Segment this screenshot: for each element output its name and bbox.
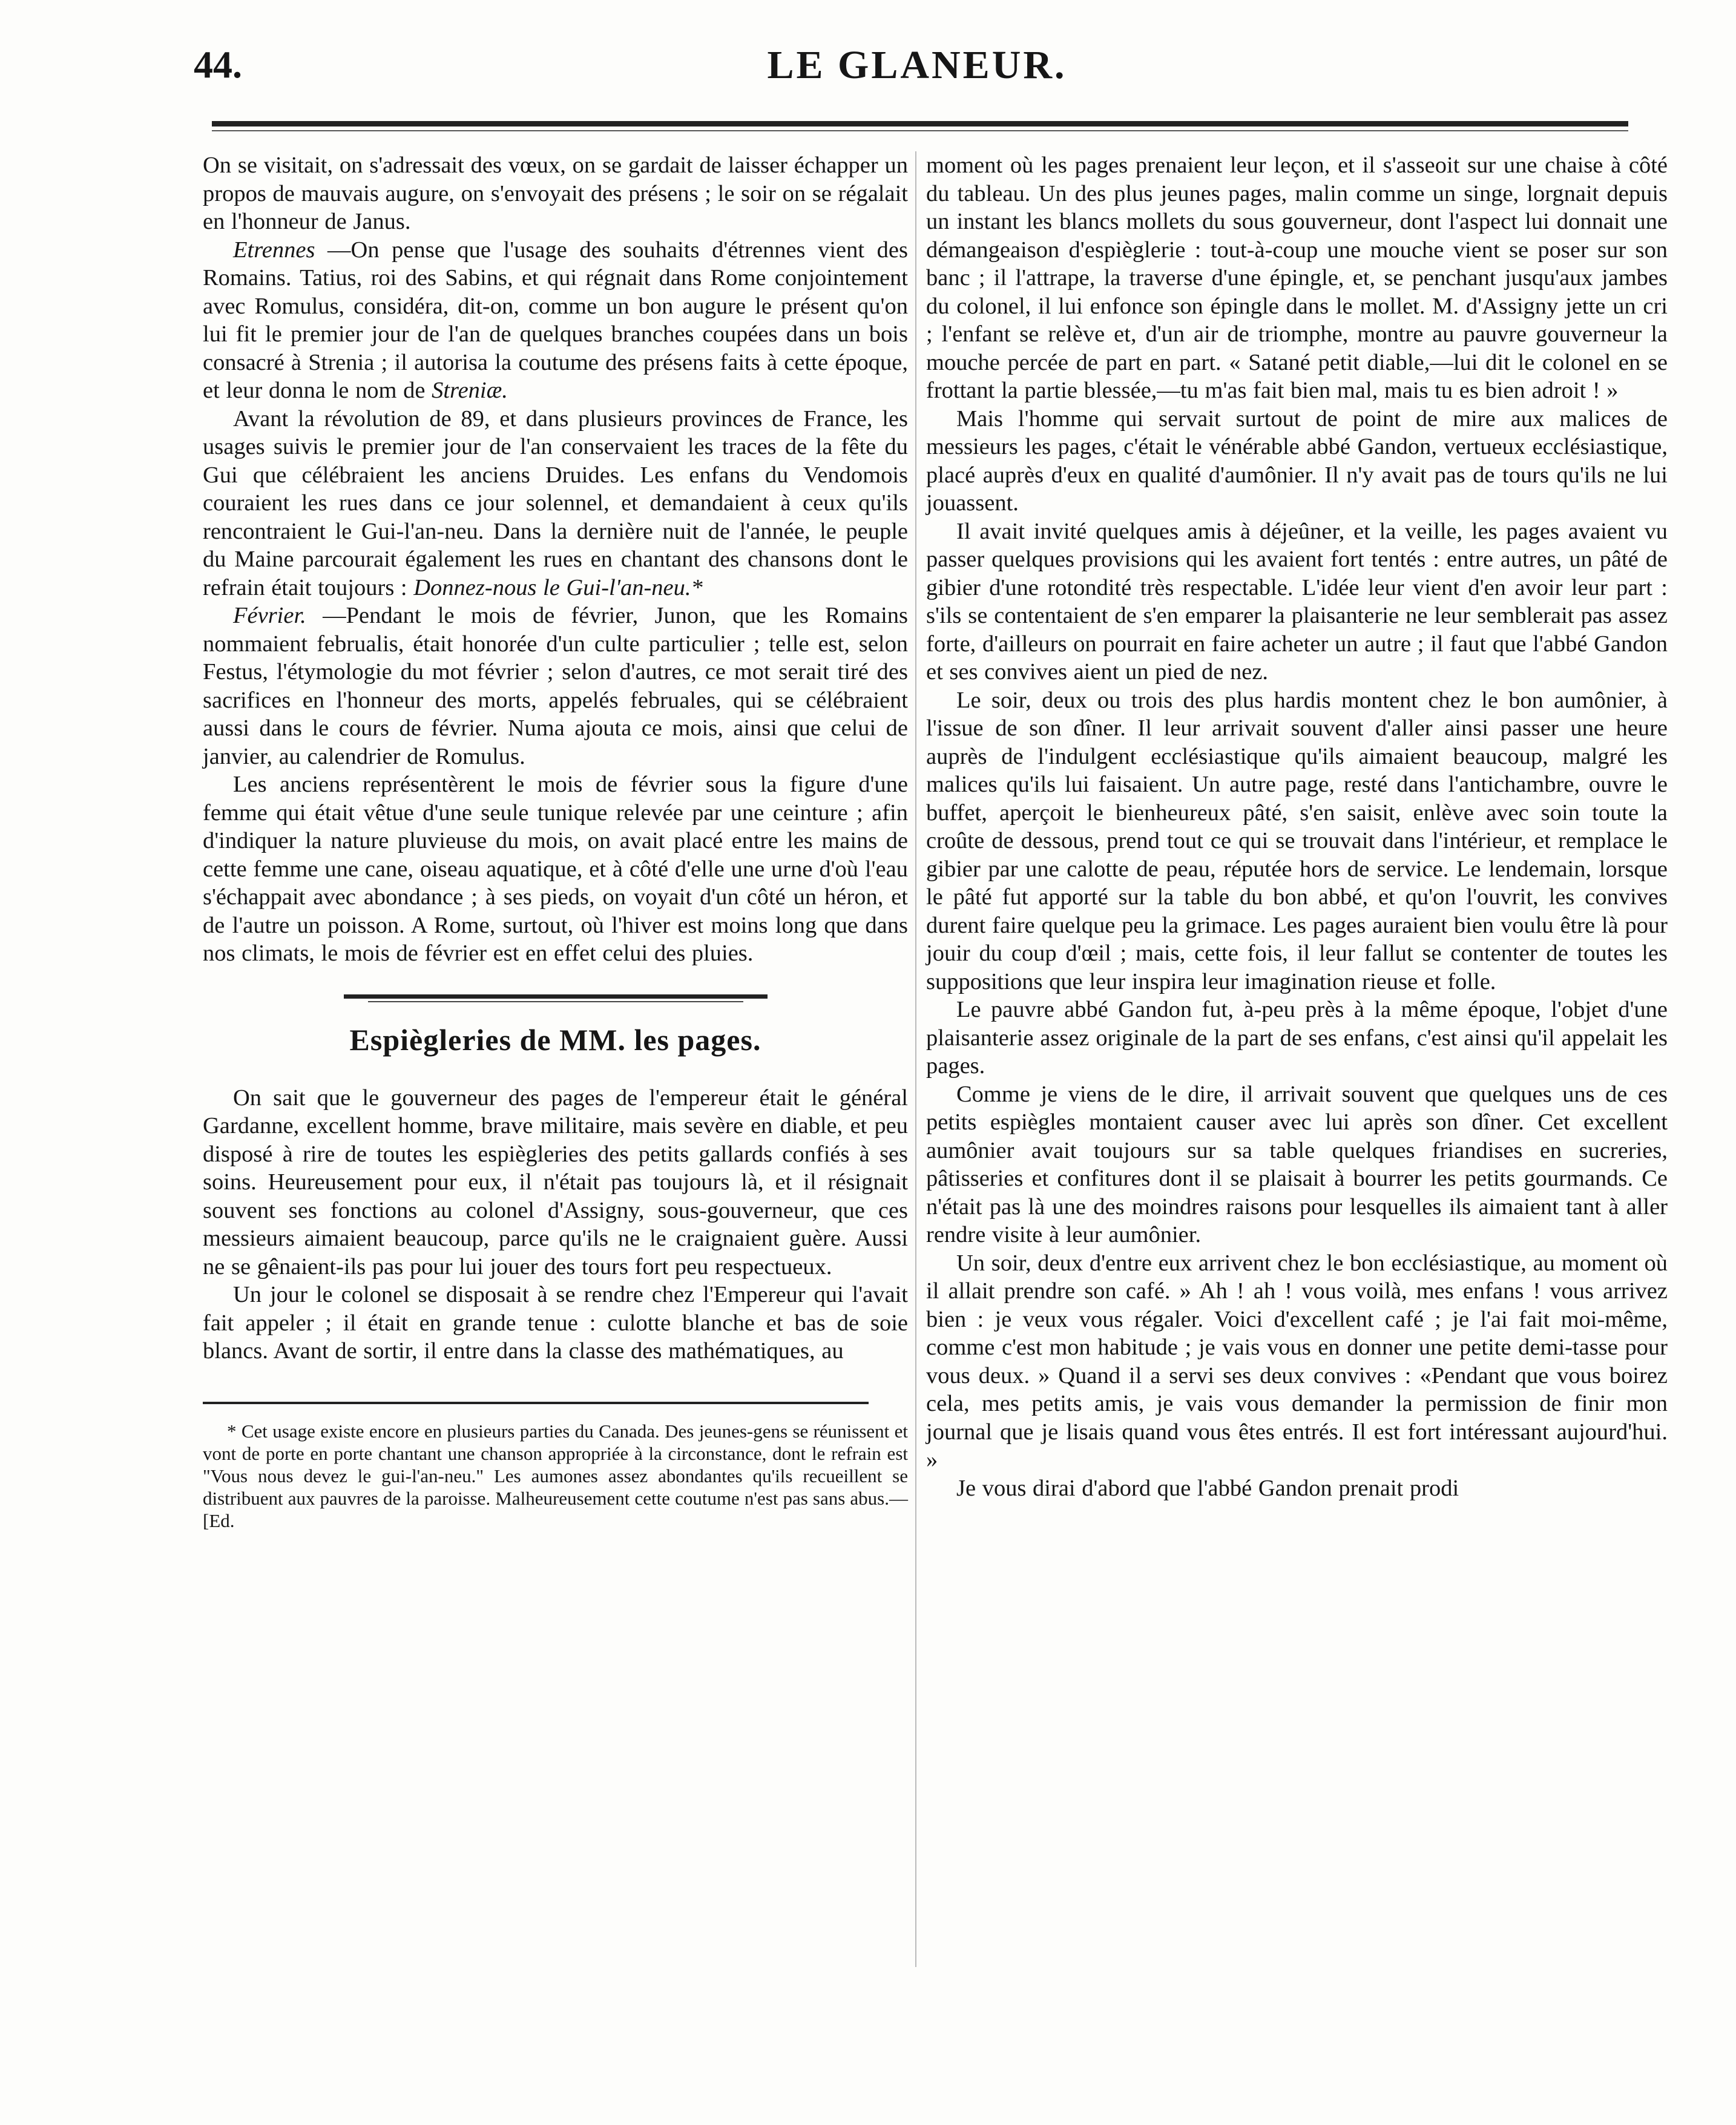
paragraph-text: Un soir, deux d'entre eux arrivent chez le bon ecclésiastique, au moment où il allait prendre son café. » Ah ! ah ! vous voilà, mes enfans ! vous arrivez bien : je veux vous régaler. Voici d'excellent café ; je l'ai fait moi-même, comme c'est mon habitude ; je vais vous en donner une petite demi-tasse pour vous deux. » Quand il a servi ses deux convives : «Pendant que vous boirez cela, mes petits amis, je vais vous demander la permission de finir mon journal que je lisais quand vous êtes entrés. Il est fort intéressant aujourd'hui. » (926, 1250, 1668, 1473)
paragraph (926, 1080, 1668, 1249)
paragraph-text: —Pendant le mois de février, Junon, que les Romains nommaient februalis, était honorée d'un culte particulier ; telle est, selon Festus, l'étymologie du mot février ; selon d'autres, ce mot serait tiré des sacrifices en l'honneur des morts, appelés februales, qui se célébraient aussi dans le cours de février. Numa ajouta ce mois, ainsi que celui de janvier, au calendrier de Romulus. (203, 603, 909, 769)
paragraph-text: Mais l'homme qui servait surtout de point de mire aux malices de messieurs les pages, c'était le vénérable abbé Gandon, vertueux ecclésiastique, placé auprès d'eux en qualité d'aumônier. Il n'y avait pas de tours qu'ils ne lui jouassent. (926, 406, 1668, 516)
paragraph (926, 1249, 1668, 1474)
paragraph (926, 996, 1668, 1080)
paragraph-text: Comme je viens de le dire, il arrivait souvent que quelques uns de ces petits espiègles montaient causer avec lui après son dîner. Cet excellent aumônier avait toujours sur sa table quelques friandises en sucreries, pâtisseries et confitures dont il se plaisait à bourrer les petits gourmands. Ce n'était pas là une des moindres raisons pour lesquelles ils aimaient tant à aller rendre visite à leur aumônier. (926, 1081, 1668, 1247)
section-title: Espiègleries de MM. les pages. (349, 1022, 761, 1057)
paragraph (926, 517, 1668, 686)
paragraph (203, 770, 908, 968)
paragraph (926, 405, 1668, 517)
paragraph-text: On se visitait, on s'adressait des vœux, on se gardait de laisser échapper un propos de mauvais augure, on s'envoyait des présens ; le soir on se régalait en l'honneur de Janus. (203, 153, 908, 234)
paragraph (203, 1281, 908, 1365)
left-column (203, 151, 908, 1532)
page-header (194, 42, 1640, 97)
paragraph (926, 1474, 1668, 1503)
paragraph-text: moment où les pages prenaient leur leçon, et il s'asseoit sur une chaise à côté du tableau. Un des plus jeunes pages, malin comme un singe, lorgnait depuis un instant les blancs mollets du sous gouverneur, dont l'aspect lui donnait une démangeaison d'espièglerie : tout-à-coup une mouche vient se poser sur son banc ; il l'attrape, la traverse d'une épingle, et, se penchant jusqu'aux jambes du colonel, il lui enfonce son épingle dans le mollet. M. d'Assigny jette un cri ; l'enfant se relève et, d'un air de triomphe, montre au pauvre gouverneur la mouche percée de part en part. « Satané petit diable,—lui dit le colonel en se frottant la partie blessée,—tu m'as fait bien mal, mais tu es bien adroit ! » (926, 153, 1668, 403)
column-divider (915, 151, 916, 1967)
paragraph-tail: Streniæ. (432, 378, 508, 403)
paragraph (926, 151, 1668, 405)
paragraph-text: Il avait invité quelques amis à déjeûner, et la veille, les pages avaient vu passer quelques provisions qui les avaient fort tentés : entre autres, un pâté de gibier d'une rotondité très respectable. L'idée leur vient d'en avoir leur part : s'ils se contentaient de s'en emparer la plaisanterie ne leur semblerait pas assez forte, d'ailleurs on pourrait en faire acheter un autre ; il faut que l'abbé Gandon et ses convives aient un pied de nez. (926, 518, 1668, 685)
paragraph-tail: Donnez-nous le Gui-l'an-neu.* (413, 574, 703, 600)
footnote: * Cet usage existe encore en plusieurs parties du Canada. Des jeunes-gens se réunissent et vont de porte en porte chantant une chanson appropriée à la circonstance, dont le refrain est "Vous nous devez le gui-l'an-neu." Les aumones assez abondantes qu'ils recueillent se distribuent aux pauvres de la paroisse. Malheureusement cette coutume n'est pas sans abus.—[Ed. (203, 1420, 908, 1531)
paragraph-text: Le soir, deux ou trois des plus hardis montent chez le bon aumônier, à l'issue de son dîner. Il leur arrivait souvent d'aller ainsi passer une heure auprès de l'indulgent ecclésiastique qu'ils aimaient beaucoup, malgré les malices qu'ils lui faisaient. Un autre page, resté dans l'antichambre, ouvre le buffet, aperçoit le bienheureux pâté, s'en saisit, enlève avec soin toute la croûte de dessous, prend tout ce qui se trouvait dans l'intérieur, et remplace le gibier par une calotte de peau, réputée hors de service. Le lendemain, lorsque le pâté fut apporté sur la table du bon abbé, et qu'on l'ouvrit, les convives durent faire quelque peu la grimace. Les pages auraient bien voulu être là pour jouir du coup d'œil ; mais, cette fois, il leur fallut se contenter de toutes les suppositions que leur inspira leur imagination rieuse et folle. (926, 687, 1668, 994)
paragraph (203, 1084, 908, 1281)
paragraph-text: Les anciens représentèrent le mois de février sous la figure d'une femme qui était vêtue d'une seule tunique relevée par une ceinture ; afin d'indiquer la nature pluvieuse du mois, on avait placé entre les mains de cette femme une cane, oiseau aquatique, et à côté d'elle une urne d'où l'eau s'échappait avec abondance ; à ses pieds, on voyait d'un côté un héron, et de l'autre un poisson. A Rome, surtout, où l'hiver est moins long que dans nos climats, le mois de février est en effet celui des pluies. (203, 772, 908, 966)
paragraph-text: —On pense que l'usage des souhaits d'étrennes vient des Romains. Tatius, roi des Sabins, et qui régnait dans Rome conjointement avec Romulus, considéra, dit-on, comme un bon augure le présent qu'on lui fit le premier jour de l'an de quelques branches coupées dans un bois consacré à Strenia ; il autorisa la coutume des présens faits à cette époque, et leur donna le nom de (203, 237, 908, 403)
paragraph (203, 405, 908, 602)
paragraph-etrennes (203, 236, 908, 405)
header-rule-thin (212, 130, 1628, 131)
paragraph-text: On sait que le gouverneur des pages de l'empereur était le général Gardanne, excellent homme, brave militaire, mais sevère en diable, et peu disposé à rire de toutes les espiègleries des petits gallards confiés à ses soins. Heureusement pour eux, il n'était pas toujours là, et il résignait souvent ses fonctions au colonel d'Assigny, sous-gouverneur, que ces messieurs aimaient beaucoup, parce qu'ils ne le craignaient guère. Aussi ne se gênaient-ils pas pour lui jouer des tours fort peu respectueux. (203, 1085, 908, 1279)
paragraph-lead: Etrennes (233, 237, 315, 263)
page-number: 44. (194, 43, 242, 86)
paragraph-text: Le pauvre abbé Gandon fut, à-peu près à la même époque, l'objet d'une plaisanterie assez originale de la part de ses enfans, c'est ainsi qu'il appelait les pages. (926, 997, 1668, 1079)
paragraph (926, 686, 1668, 996)
right-column (926, 151, 1668, 1502)
paragraph (203, 151, 908, 236)
section-divider (344, 994, 768, 1002)
paragraph-text: Un jour le colonel se disposait à se rendre chez l'Empereur qui l'avait fait appeler ; il était en grande tenue : culotte blanche et bas de soie blancs. Avant de sortir, il entre dans la classe des mathématiques, au (203, 1282, 908, 1364)
paragraph-lead: Février. (233, 603, 306, 628)
running-head: LE GLANEUR. (767, 43, 1067, 87)
paragraph-text: Je vous dirai d'abord que l'abbé Gandon prenait prodi (956, 1475, 1459, 1501)
header-rule (212, 121, 1628, 126)
paragraph-fevrier (203, 602, 908, 770)
paragraph-text: Avant la révolution de 89, et dans plusieurs provinces de France, les usages suivis le premier jour de l'an conservaient les traces de la fête du Gui que célébraient les anciens Druides. Les enfans du Vendomois couraient les rues dans ce jour solennel, et demandaient à ceux qu'ils rencontraient le Gui-l'an-neu. Dans la dernière nuit de l'année, le peuple du Maine parcourait également les rues en chantant des chansons dont le refrain était toujours : (203, 406, 908, 600)
footnote-rule (203, 1402, 869, 1404)
